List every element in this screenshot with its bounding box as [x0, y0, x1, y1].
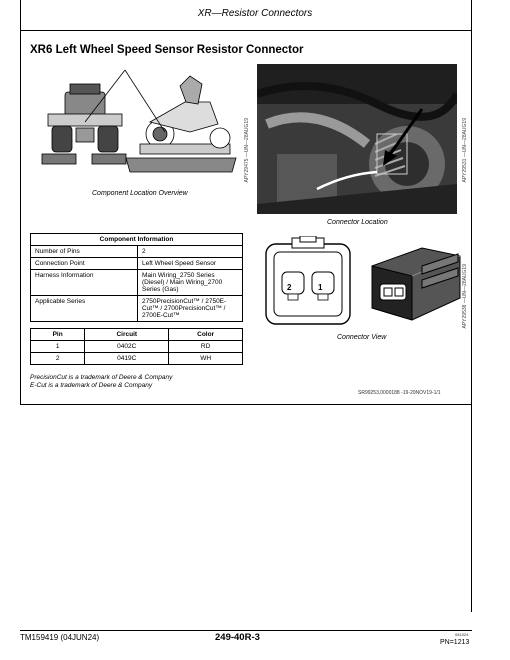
trademark-note-ecut: E-Cut is a trademark of Deere & Company: [30, 382, 153, 389]
circuit-cell: 0419C: [85, 353, 169, 365]
circuit-cell: 0402C: [85, 341, 169, 353]
connector-location-photo: [257, 64, 457, 214]
trademark-note-precisioncut: PrecisionCut is a trademark of Deere & Company: [30, 374, 173, 381]
info-label: Applicable Series: [31, 296, 138, 322]
footer-rule: [20, 630, 472, 631]
circuit-table: [30, 328, 243, 365]
overview-caption: Component Location Overview: [92, 190, 188, 197]
component-info-table: [30, 233, 243, 322]
location-caption: Connector Location: [327, 219, 388, 226]
section-bottom-rule: [20, 404, 472, 405]
footer-page-number: 249-40R-3: [215, 632, 260, 643]
table-row: [31, 246, 243, 258]
column-header: Pin: [31, 329, 85, 341]
body-left-rule: [20, 30, 21, 405]
info-label: Connection Point: [31, 258, 138, 270]
info-value: 2750PrecisionCut™ / 2750E-Cut™ / 2700PrecisionCut™ / 2700E-Cut™: [138, 296, 243, 322]
pin-cell: 2: [31, 353, 85, 365]
info-label: Harness Information: [31, 270, 138, 296]
color-cell: RD: [169, 341, 243, 353]
view-figure-ref: APY29538 —UN—28AUG19: [462, 264, 468, 329]
table-row: [31, 258, 243, 270]
info-value: Left Wheel Speed Sensor: [138, 258, 243, 270]
column-header: Color: [169, 329, 243, 341]
pin-1-label: 1: [318, 283, 323, 292]
table-row: [31, 270, 243, 296]
page-header-title: XR—Resistor Connectors: [197, 8, 313, 19]
pin-cell: 1: [31, 341, 85, 353]
info-label: Number of Pins: [31, 246, 138, 258]
table-row: [31, 353, 243, 365]
overview-figure-ref: APY29475 —UN—28AUG19: [244, 118, 250, 183]
connector-view-caption: Connector View: [337, 334, 387, 341]
info-value: Main Wiring_2750 Series (Diesel) / Main Wiring_2700 Series (Gas): [138, 270, 243, 296]
footer-date-code: 081524: [455, 632, 469, 637]
footer-manual-id: TM159419 (04JUN24): [20, 633, 100, 642]
document-reference: SR99253,0000188 -19-20NOV19-1/1: [358, 390, 441, 396]
connector-view-figure: [262, 236, 462, 332]
table-row: [31, 296, 243, 322]
top-rule: [20, 30, 472, 31]
right-rule: [471, 0, 472, 612]
mower-overview-figure: [40, 62, 240, 182]
info-value: 2: [138, 246, 243, 258]
footer-pn: PN=1213: [440, 639, 470, 646]
table-row: [31, 341, 243, 353]
column-header: Circuit: [85, 329, 169, 341]
pin-2-label: 2: [287, 283, 292, 292]
location-figure-ref: APY29531 —UN—28AUG19: [462, 118, 468, 183]
color-cell: WH: [169, 353, 243, 365]
component-info-heading: Component Information: [31, 234, 243, 246]
section-title: XR6 Left Wheel Speed Sensor Resistor Connector: [30, 44, 304, 56]
